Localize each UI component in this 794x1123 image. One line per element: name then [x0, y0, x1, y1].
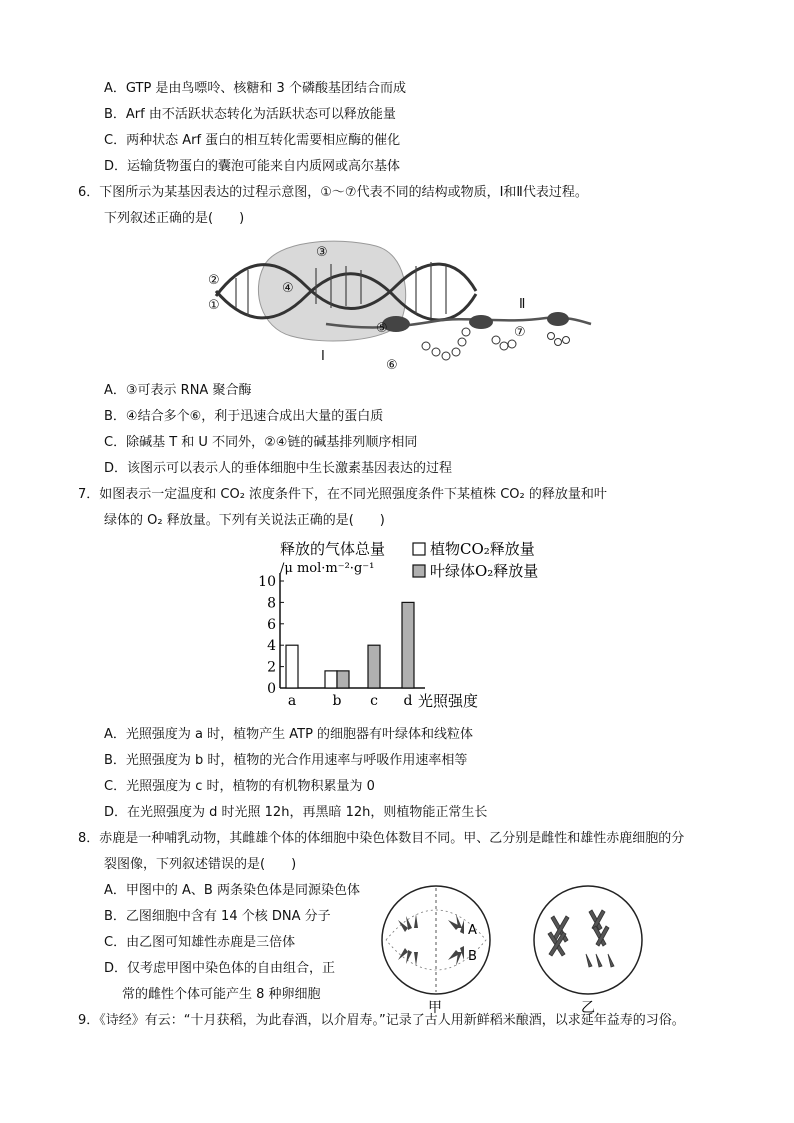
bar	[337, 671, 349, 688]
q5-option-b: B．Arf 由不活跃状态转化为活跃状态可以释放能量	[104, 107, 396, 122]
q8-option-a: A．甲图中的 A、B 两条染色体是同源染色体	[104, 883, 360, 898]
cell-label-yi: 乙	[581, 1000, 595, 1015]
q6-option-a: A．③可表示 RNA 聚合酶	[104, 383, 252, 398]
q8-stem: 8．赤鹿是一种哺乳动物，其雌雄个体的体细胞中染色体数目不同。甲、乙分别是雌性和雄性赤鹿细胞的分	[78, 831, 685, 846]
chart-xlabel: 光照强度	[418, 692, 479, 710]
chart-ylabel-unit: /μ mol·m⁻²·g⁻¹	[280, 561, 375, 576]
label-5: ⑤	[376, 321, 388, 336]
legend-label: 植物CO₂释放量	[430, 540, 535, 558]
y-tick-label: 10	[258, 574, 276, 590]
y-tick-label: 8	[267, 595, 276, 612]
label-2: ②	[208, 273, 220, 288]
chart-ylabel: 释放的气体总量	[280, 540, 386, 558]
legend-label: 叶绿体O₂释放量	[430, 562, 539, 580]
q6-option-b: B．④结合多个⑥，利于迅速合成出大量的蛋白质	[104, 409, 384, 424]
q7-option-a: A．光照强度为 a 时，植物产生 ATP 的细胞器有叶绿体和线粒体	[104, 727, 474, 742]
q8-option-c: C．由乙图可知雄性赤鹿是三倍体	[104, 935, 296, 950]
gene-expression-diagram	[206, 236, 596, 376]
q8-option-b: B．乙图细胞中含有 14 个核 DNA 分子	[104, 909, 331, 924]
q8-option-d-cont: 常的雌性个体可能产生 8 种卵细胞	[122, 987, 321, 1002]
bar	[402, 602, 414, 688]
q7-stem: 7．如图表示一定温度和 CO₂ 浓度条件下，在不同光照强度条件下某植株 CO₂ 的释放量和叶	[78, 487, 607, 502]
q5-option-a: A．GTP 是由鸟嘌呤、核糖和 3 个磷酸基团结合而成	[104, 81, 406, 96]
q9-stem: 9．《诗经》有云：“十月获稻，为此春酒，以介眉寿。”记录了古人用新鲜稻米酿酒，以求延年益寿的习俗。	[78, 1013, 685, 1028]
gas-release-bar-chart	[250, 538, 560, 713]
q5-option-c: C．两种状态 Arf 蛋白的相互转化需要相应酶的催化	[104, 133, 401, 148]
y-tick-label: 2	[267, 659, 276, 676]
q5-option-d: D．运输货物蛋白的囊泡可能来自内质网或高尔基体	[104, 159, 401, 174]
label-process-2: Ⅱ	[519, 297, 526, 312]
q6-option-d: D．该图示可以表示人的垂体细胞中生长激素基因表达的过程	[104, 461, 453, 476]
q7-option-b: B．光照强度为 b 时，植物的光合作用速率与呼吸作用速率相等	[104, 753, 468, 768]
label-7: ⑦	[514, 325, 526, 340]
cell-division-diagrams	[376, 880, 646, 1015]
q6-stem: 6．下图所示为某基因表达的过程示意图，①～⑦代表不同的结构或物质，Ⅰ和Ⅱ代表过程。	[78, 185, 588, 200]
label-4: ④	[282, 281, 294, 296]
legend-swatch	[413, 565, 425, 577]
bar	[325, 671, 337, 688]
legend-swatch	[413, 543, 425, 555]
q8-stem-cont: 裂图像，下列叙述错误的是( )	[104, 857, 297, 872]
q8-option-d: D．仅考虑甲图中染色体的自由组合，正	[104, 961, 336, 976]
q7-stem-cont: 绿体的 O₂ 释放量。下列有关说法正确的是( )	[104, 513, 385, 528]
x-tick-label: a	[287, 693, 297, 709]
q6-stem-cont: 下列叙述正确的是( )	[104, 211, 245, 226]
ribosome-2	[469, 315, 493, 329]
label-1: ①	[208, 298, 220, 313]
cell-yi	[534, 886, 642, 994]
y-tick-label: 0	[267, 681, 276, 697]
label-process-1: Ⅰ	[321, 349, 325, 364]
x-tick-label: c	[370, 693, 378, 709]
label-3: ③	[316, 245, 328, 260]
label-6: ⑥	[386, 358, 398, 373]
q7-option-c: C．光照强度为 c 时，植物的有机物积累量为 0	[104, 779, 375, 794]
q6-option-c: C．除碱基 T 和 U 不同外，②④链的碱基排列顺序相同	[104, 435, 418, 450]
y-tick-label: 6	[267, 616, 276, 633]
x-tick-label: b	[332, 693, 342, 709]
chromosome-label-b: B	[468, 949, 477, 964]
chromosome-label-a: A	[468, 923, 477, 938]
y-tick-label: 4	[267, 638, 276, 655]
q7-option-d: D．在光照强度为 d 时光照 12h，再黑暗 12h，则植物能正常生长	[104, 805, 488, 820]
bar	[286, 645, 298, 688]
x-tick-label: d	[403, 693, 413, 709]
ribosome-3	[547, 312, 569, 326]
cell-label-jia: 甲	[428, 1000, 442, 1015]
bar	[368, 645, 380, 688]
